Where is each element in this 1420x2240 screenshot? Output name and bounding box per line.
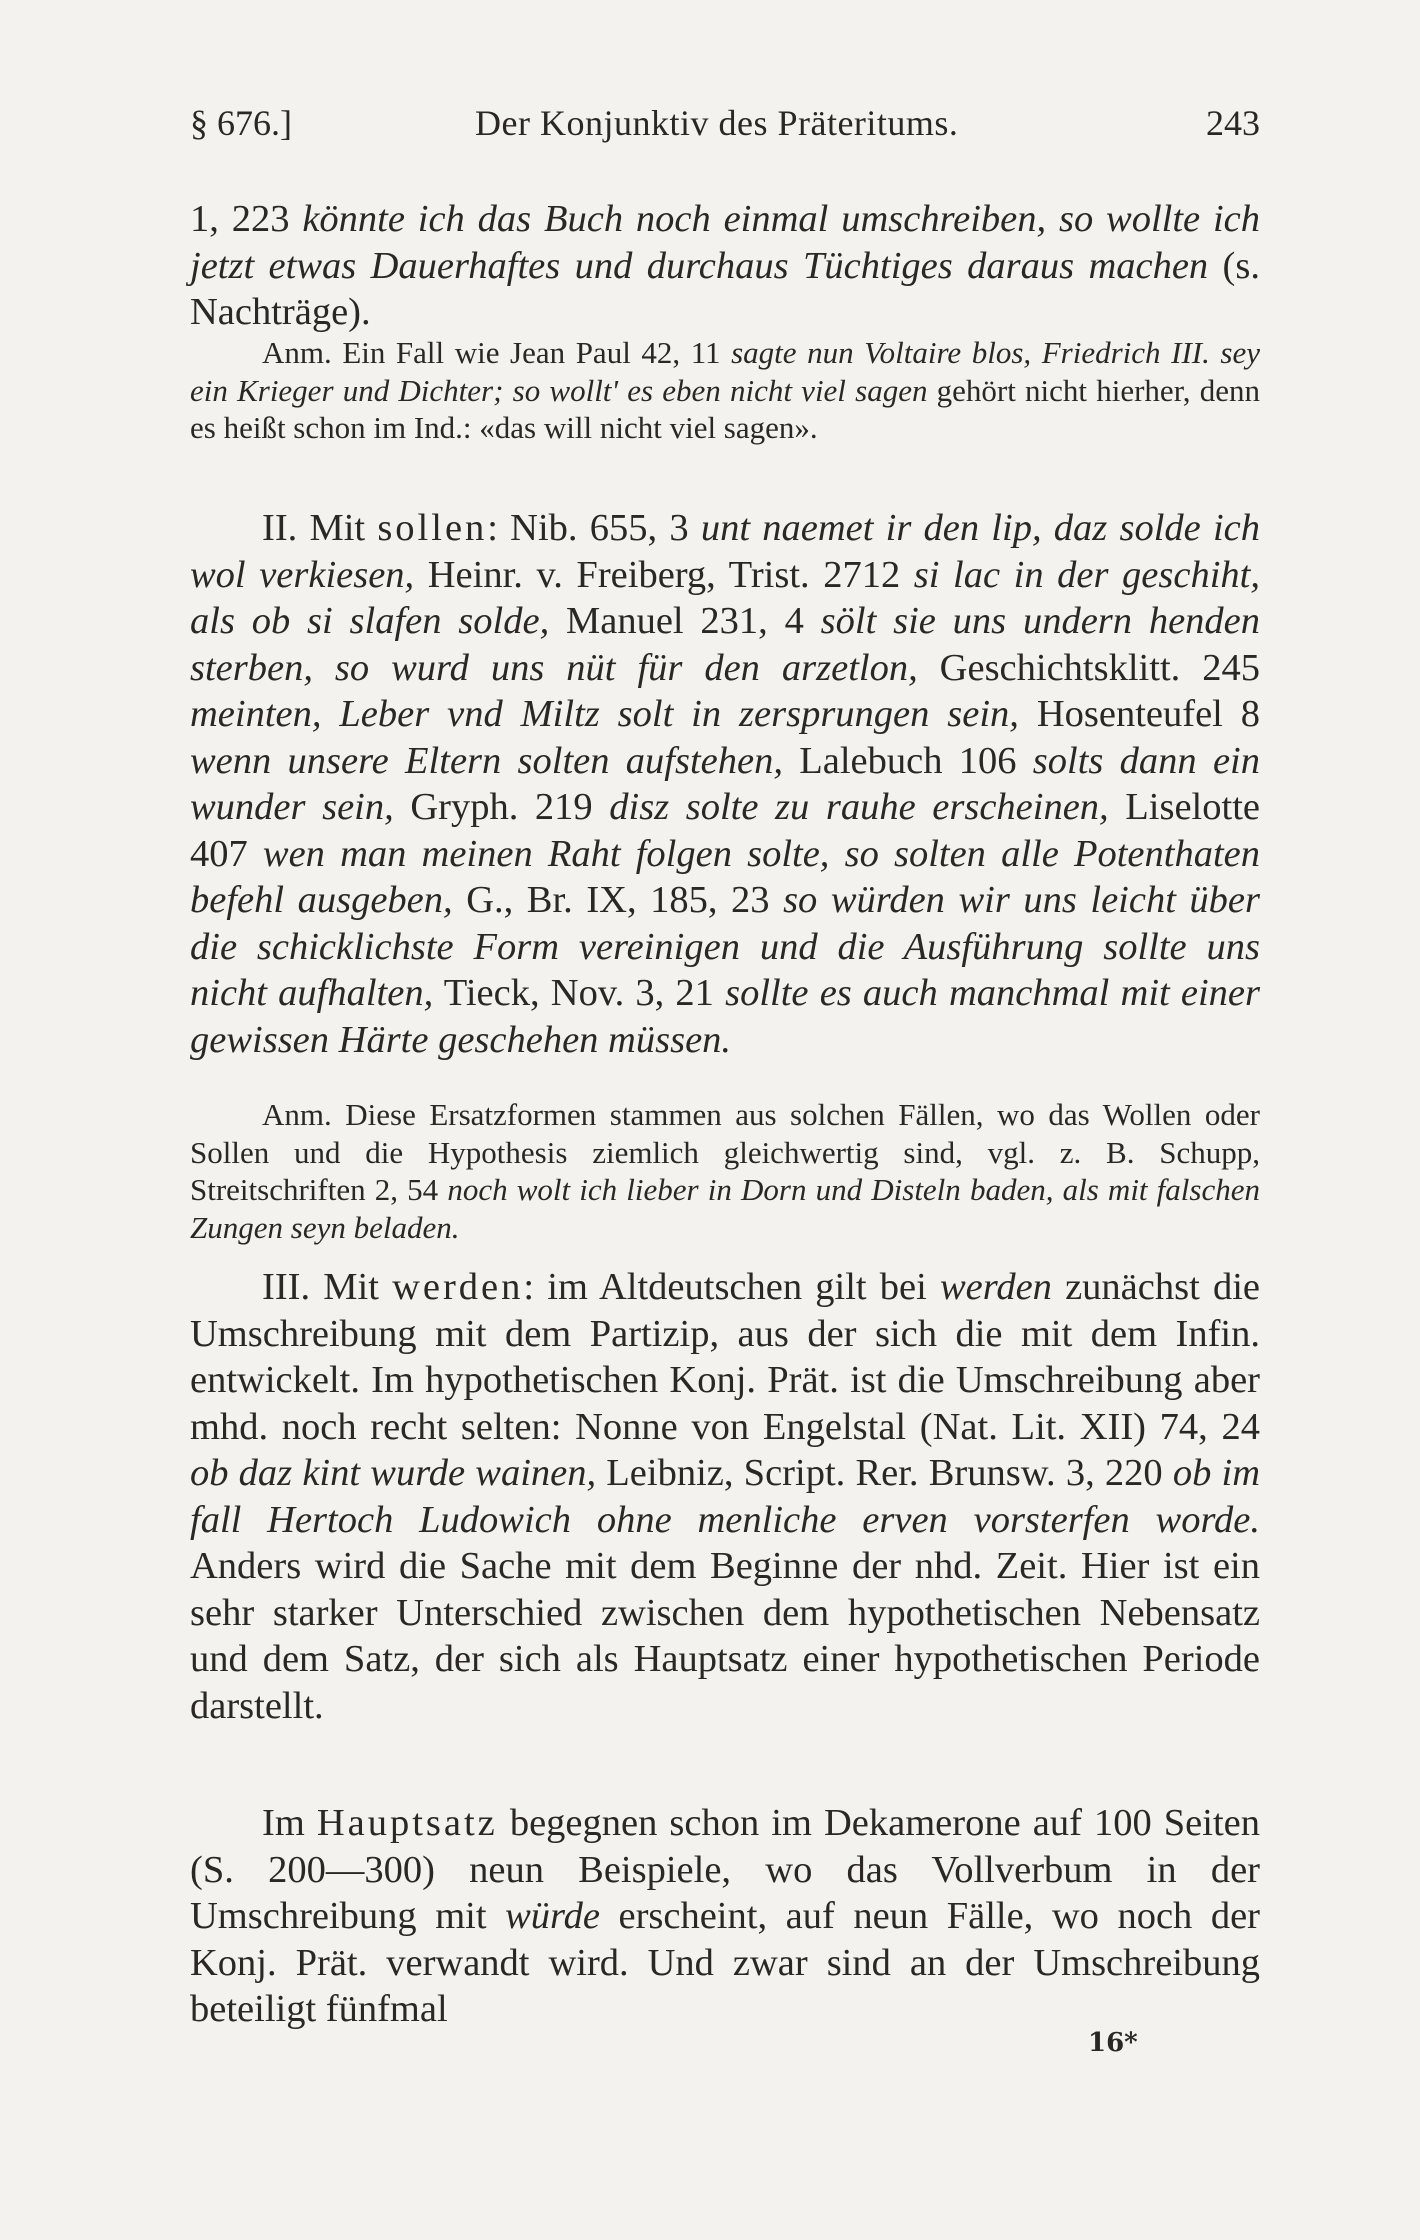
signature-mark: 16*	[1088, 2028, 1138, 2058]
paragraph-hauptsatz: Im Hauptsatz begegnen schon im Dekamerone auf 100 Seiten (S. 200—300) neun Beispiele, wo das Vollverbum in der Umschreibung mit würde erscheint, auf neun Fälle, wo noch der Konj. Prät. verwandt wird. Und zwar sind an der Umschreibung beteiligt fünfmal	[190, 1802, 1260, 2030]
paragraph-continuation: 1, 223 könnte ich das Buch noch einmal umschreiben, so wollte ich jetzt etwas Dauerhaftes und durchaus Tüchtiges daraus machen (s. Nachträge).	[190, 198, 1261, 333]
annotation-note-2: Anm. Diese Ersatzformen stammen aus solchen Fällen, wo das Wollen oder Sollen und die Hypothesis ziemlich gleichwertig sind, vgl. z. B. Schupp, Streitschriften 2, 54 noch wolt ich lieber in Dorn und Disteln baden, als mit falschen Zungen seyn beladen.	[190, 1097, 1260, 1245]
section-reference: § 676.]	[190, 103, 292, 143]
paragraph-sollen: II. Mit sollen: Nib. 655, 3 unt naemet ir den lip, daz solde ich wol verkiesen, Heinr. v. Freiberg, Trist. 2712 si lac in der geschiht, als ob si slafen solde, Manuel 231, 4 sölt sie uns undern henden sterben, so wurd uns nüt für den arzetlon, Geschichtsklitt. 245 meinten, Leber vnd Miltz solt in zersprungen sein, Hosenteufel 8 wenn unsere Eltern solten aufstehen, Lalebuch 106 solts dann ein wunder sein, Gryph. 219 disz solte zu rauhe erscheinen, Liselotte 407 wen man meinen Raht folgen solte, so solten alle Potenthaten befehl ausgeben, G., Br. IX, 185, 23 so würden wir uns leicht über die schicklichste Form vereinigen und die Ausführung sollte uns nicht aufhalten, Tieck, Nov. 3, 21 sollte es auch manchmal mit einer gewissen Härte geschehen müssen.	[190, 507, 1261, 1061]
running-header	[190, 98, 1260, 148]
page-number: 243	[1206, 103, 1260, 143]
paragraph-werden: III. Mit werden: im Altdeutschen gilt bei werden zunächst die Umschreibung mit dem Partizip, aus der sich die mit dem Infin. entwickelt. Im hypothetischen Konj. Prät. ist die Umschreibung aber mhd. noch recht selten: Nonne von Engelstal (Nat. Lit. XII) 74, 24 ob daz kint wurde wainen, Leibniz, Script. Rer. Brunsw. 3, 220 ob im fall Hertoch Ludowich ohne menliche erven vorsterfen worde. Anders wird die Sache mit dem Beginne der nhd. Zeit. Hier ist ein sehr starker Unterschied zwischen dem hypothetischen Nebensatz und dem Satz, der sich als Hauptsatz einer hypothetischen Periode darstellt.	[190, 1266, 1261, 1727]
running-title: Der Konjunktiv des Präteritums.	[475, 103, 959, 143]
annotation-note-1: Anm. Ein Fall wie Jean Paul 42, 11 sagte nun Voltaire blos, Friedrich III. sey ein Krieger und Dichter; so wollt' es eben nicht viel sagen gehört nicht hierher, denn es heißt schon im Ind.: «das will nicht viel sagen».	[190, 335, 1260, 445]
